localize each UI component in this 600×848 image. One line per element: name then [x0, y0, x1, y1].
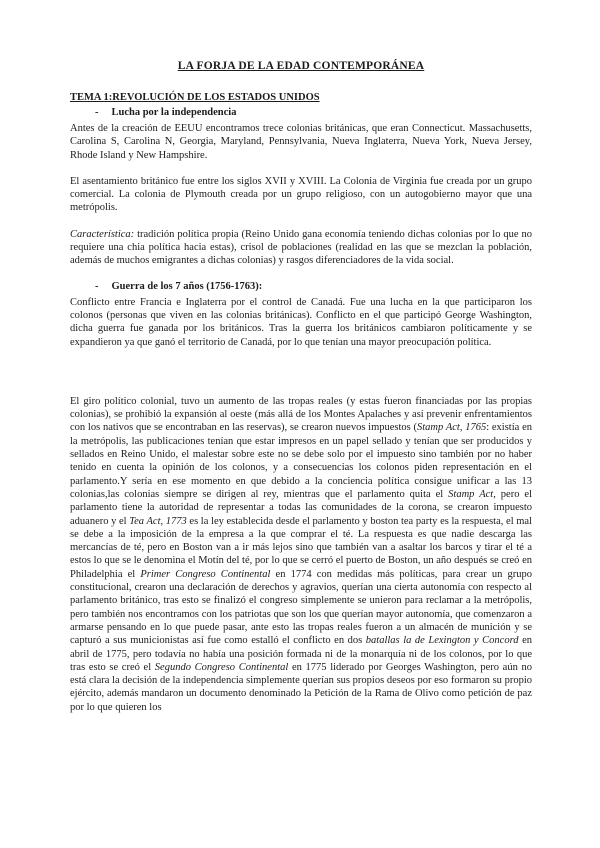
text-run: tradición política propia (Reino Unido gana economía teniendo dichas colonias por lo que no requiere una chia política hacia estas), crisol de poblaciones (realidad en las que se mezclan la población, además de muchos emigrantes a dichas colonias) y rasgos diferenciadores de la vida social. [70, 228, 532, 267]
bullet-item-independence [70, 107, 532, 118]
italic-text-run: Característica: [70, 228, 135, 240]
text-run: , pero el parlamento tiene la autoridad de representar a todas las comunidades de la corona, se crearon impuesto aduanero y el [70, 488, 532, 527]
text-run: Antes de la creación de EEUU encontramos trece colonias británicas, que eran Connecticut. Massachusetts, Carolina S, Carolina N, Georgia, Maryland, Pennsylvania, Nueva Inglaterra, Nueva York, Nueva Jersey, Rhode Island y New Hampshire. [70, 123, 532, 161]
italic-text-run: batallas la de Lexington y Concord [365, 635, 519, 647]
text-run: en abril de 1775, pero todavía no había una posición formada ni de la monarquía ni de los colonos, por lo que tras esto se creó el [70, 635, 532, 673]
text-run: Conflicto entre Francia e Inglaterra por el control de Canadá. Fue una lucha en la que participaron los colonos (personas que viven en las colonias británicas). Conflicto en el que participó George Washington, dicha guerra fue ganada por los británicos. Tras la guerra los británicos cambiaron políticamente y se expandieron ya que ganó el territorio de Canadá, por lo que tenían una mayor preocupación política. [70, 296, 532, 348]
italic-text-run: Segundo Congreso Continental [154, 661, 289, 673]
paragraph-colonial-political-turn [70, 395, 532, 714]
bullet-marker: - [95, 107, 99, 118]
italic-text-run: Primer Congreso Continental [140, 568, 271, 580]
text-run: El asentamiento británico fue entre los siglos XVII y XVIII. La Colonia de Virginia fue creada por un grupo comercial. La colonia de Plymouth creada por un grupo religioso, con un autogobierno mayor que una metrópolis. [70, 175, 532, 214]
paragraph-characteristics [70, 228, 532, 268]
text-run: en 1775 liderado por Georges Washington, pero aún no está clara la decisión de la independencia simplemente querían sus propios deseos por eso formaron su propio ejército, además mandaron un documento denominado la Petición de la Rama de Olivo como petición de paz por lo que quieren los [70, 661, 532, 713]
bullet-label-seven-years-war: Guerra de los 7 años (1756-1763): [111, 280, 263, 292]
topic-heading: TEMA 1:REVOLUCIÓN DE LOS ESTADOS UNIDOS [70, 92, 320, 103]
paragraph-france-england-conflict [70, 296, 532, 349]
italic-text-run: Stamp Act, 1765 [417, 422, 487, 434]
text-run: El giro político colonial, tuvo un aumento de las tropas reales (y estas fueron financiadas por las propias colonias), se prohibió la expansión al oeste (más allá de los Montes Apalaches y así prevenir enfrentamientos con los nativos que se encontraban en las reservas), se crearon nuevos impuestos ( [70, 395, 532, 434]
bullet-item-seven-years-war [70, 281, 532, 292]
bullet-marker: - [95, 280, 99, 292]
paragraph-british-settlement [70, 175, 532, 215]
bullet-label-independence: Lucha por la independencia [111, 107, 237, 118]
text-run: : existía en la metrópolis, las publicaciones tenían que estar impresos en un papel sellado y tenían que ser producidos y sellados en Reino Unido, el malestar sobre este no se debe solo por el impuesto sino también por no haber tenido en cuenta la opinión de los colonos, y a consecuencias los colonos piden representación en el parlamento.Y sería en ese momento en que debido a la conciencia política consigue unificar a las 13 colonias,las colonias siempre se dirigen al rey, mientras que el parlamento quita el [70, 422, 532, 500]
italic-text-run: Stamp Act [448, 488, 494, 500]
italic-text-run: Tea Act, 1773 [129, 515, 187, 527]
text-run: en 1774 con medidas más políticas, para crear un grupo constitucional, crearon una declaración de derechos y agravios, querían una cierta autonomía con respecto al parlamento británico, tras esto se finalizó el congreso simplemente se unieron para reclamar a la metrópolis, pero también nos encontramos con los patriotas que son los que querían mayor autonomía, que comenzaron a armarse pensando en lo que puede pasar, ante esto las tropas reales fueron a un almacén de munición y se capturó a sus municionistas así fue como estalló el conflicto en dos [70, 568, 532, 647]
paragraph-thirteen-colonies [70, 122, 532, 162]
text-run: es la ley establecida desde el parlamento y boston tea party es la respuesta, el mal se debe a la imposición de la empresa a la que comprar el té. La respuesta es que nadie descarga las mercancías de té, pero en Boston van a ir más lejos sino que también van a asaltar los barcos y tirar el té a estos lo que se le denomina el Motín del té, por lo que se cerró el puerto de Boston, un año después se creó en Philadelphia el [70, 515, 532, 580]
document-title: LA FORJA DE LA EDAD CONTEMPORÁNEA [177, 60, 425, 72]
